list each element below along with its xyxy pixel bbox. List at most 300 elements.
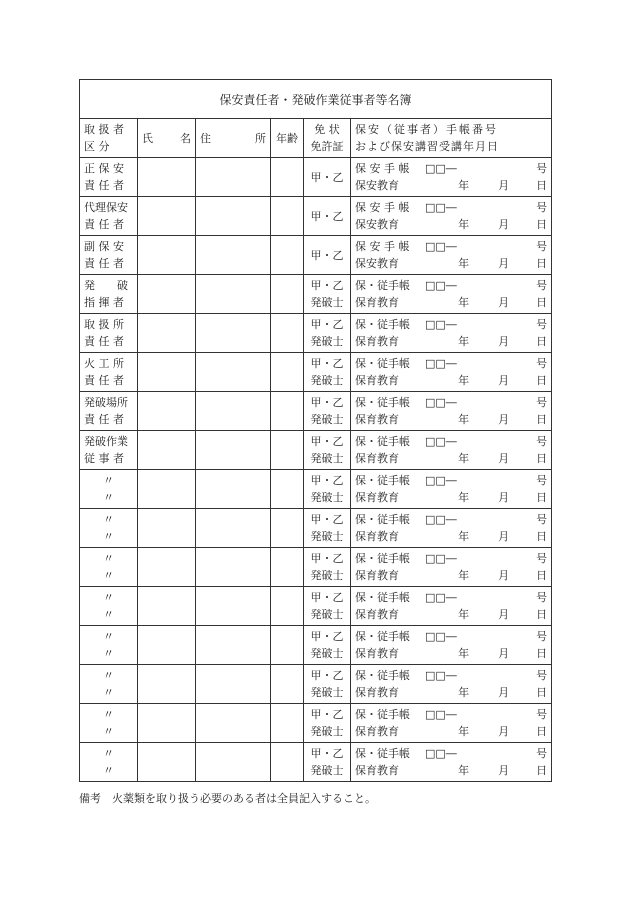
license-line2: 発破士: [310, 374, 344, 387]
address-cell[interactable]: [196, 314, 271, 353]
month-label: 月: [498, 569, 510, 582]
header-category-line1: 取 扱 者: [84, 123, 124, 136]
year-label: 年: [458, 608, 470, 621]
notebook-number-boxes: □□―: [425, 513, 457, 526]
day-label: 日: [536, 686, 548, 699]
notebook-number-boxes: □□―: [425, 162, 457, 175]
age-cell[interactable]: [271, 197, 304, 236]
number-unit: 号: [536, 474, 548, 487]
age-cell[interactable]: [271, 353, 304, 392]
month-label: 月: [498, 725, 510, 738]
license-cell: [304, 665, 351, 704]
age-cell[interactable]: [271, 665, 304, 704]
category-line2: 〃: [103, 569, 114, 582]
age-cell[interactable]: [271, 431, 304, 470]
notebook-number-boxes: □□―: [425, 318, 457, 331]
license-line1: 甲・乙: [310, 474, 344, 487]
day-label: 日: [536, 257, 548, 270]
license-line2: 発破士: [310, 608, 344, 621]
notebook-number-boxes: □□―: [425, 240, 457, 253]
course-type: 保安教育: [355, 257, 399, 270]
category-line1: 発 破: [84, 279, 128, 292]
month-label: 月: [498, 413, 510, 426]
number-unit: 号: [536, 279, 548, 292]
license-cell: [304, 197, 351, 236]
license-line1: 甲・乙: [310, 591, 344, 604]
course-type: 保安教育: [355, 218, 399, 231]
category-cell: [80, 392, 138, 431]
notebook-cell: [351, 743, 552, 782]
name-cell[interactable]: [138, 314, 196, 353]
number-unit: 号: [536, 435, 548, 448]
category-line2: 〃: [103, 686, 114, 699]
notebook-number-boxes: □□―: [425, 435, 457, 448]
number-unit: 号: [536, 513, 548, 526]
notebook-type: 保・従手帳: [355, 708, 410, 721]
roster-row: [80, 665, 552, 704]
roster-row: [80, 314, 552, 353]
header-license-line2: 免許証: [310, 140, 344, 153]
license-line2: 発破士: [310, 296, 344, 309]
category-line1: 〃: [103, 474, 114, 487]
notebook-type: 保 安 手 帳: [355, 201, 410, 214]
age-cell[interactable]: [271, 236, 304, 275]
name-cell[interactable]: [138, 353, 196, 392]
notebook-cell: [351, 626, 552, 665]
age-cell[interactable]: [271, 158, 304, 197]
roster-row: [80, 236, 552, 275]
number-unit: 号: [536, 552, 548, 565]
year-label: 年: [458, 725, 470, 738]
notebook-type: 保・従手帳: [355, 552, 410, 565]
course-type: 保育教育: [355, 413, 399, 426]
license-cell: [304, 275, 351, 314]
roster-row: [80, 743, 552, 782]
month-label: 月: [498, 179, 510, 192]
day-label: 日: [536, 725, 548, 738]
category-line2: 責 任 者: [84, 257, 124, 270]
notebook-cell: [351, 392, 552, 431]
age-cell[interactable]: [271, 470, 304, 509]
age-cell[interactable]: [271, 704, 304, 743]
category-line2: 責 任 者: [84, 335, 124, 348]
month-label: 月: [498, 452, 510, 465]
notebook-number-boxes: □□―: [425, 279, 457, 292]
roster-row: [80, 431, 552, 470]
notebook-number-boxes: □□―: [425, 201, 457, 214]
notebook-cell: [351, 275, 552, 314]
notebook-type: 保・従手帳: [355, 318, 410, 331]
day-label: 日: [536, 608, 548, 621]
course-type: 保育教育: [355, 530, 399, 543]
license-cell: [304, 704, 351, 743]
license-line2: 発破士: [310, 686, 344, 699]
notebook-cell: [351, 314, 552, 353]
license-line2: 発破士: [310, 452, 344, 465]
header-license-line1: 免 状: [314, 123, 340, 136]
notebook-cell: [351, 158, 552, 197]
notebook-cell: [351, 548, 552, 587]
license-line1: 甲・乙: [310, 435, 344, 448]
age-cell[interactable]: [271, 392, 304, 431]
address-cell[interactable]: [196, 392, 271, 431]
age-cell[interactable]: [271, 626, 304, 665]
notebook-cell: [351, 470, 552, 509]
address-cell[interactable]: [196, 470, 271, 509]
year-label: 年: [458, 179, 470, 192]
license-line1: 甲・乙: [310, 669, 344, 682]
address-cell[interactable]: [196, 275, 271, 314]
age-cell[interactable]: [271, 743, 304, 782]
form-title: 保安責任者・発破作業従事者等名簿: [80, 80, 552, 119]
category-cell: [80, 197, 138, 236]
address-cell[interactable]: [196, 665, 271, 704]
notebook-cell: [351, 509, 552, 548]
remarks-note: 備考 火薬類を取り扱う必要のある者は全員記入すること。: [79, 792, 376, 805]
name-cell[interactable]: [138, 392, 196, 431]
header-name-2: 名: [180, 132, 191, 145]
course-type: 保育教育: [355, 335, 399, 348]
age-cell[interactable]: [271, 509, 304, 548]
category-cell: [80, 236, 138, 275]
category-line1: 〃: [103, 708, 114, 721]
license-line1: 甲・乙: [310, 248, 344, 262]
category-line1: 発破作業: [84, 435, 128, 448]
name-cell[interactable]: [138, 197, 196, 236]
name-cell[interactable]: [138, 626, 196, 665]
roster-table: [79, 79, 552, 782]
category-line2: 責 任 者: [84, 374, 124, 387]
roster-row: [80, 470, 552, 509]
course-type: 保育教育: [355, 725, 399, 738]
category-line2: 〃: [103, 647, 114, 660]
notebook-type: 保・従手帳: [355, 630, 410, 643]
year-label: 年: [458, 686, 470, 699]
category-line1: 〃: [103, 669, 114, 682]
notebook-cell: [351, 587, 552, 626]
license-line2: 発破士: [310, 764, 344, 777]
category-cell: [80, 704, 138, 743]
month-label: 月: [498, 257, 510, 270]
notebook-type: 保 安 手 帳: [355, 240, 410, 253]
day-label: 日: [536, 218, 548, 231]
category-line1: 代理保安: [84, 201, 128, 214]
name-cell[interactable]: [138, 548, 196, 587]
notebook-cell: [351, 431, 552, 470]
license-line1: 甲・乙: [310, 318, 344, 331]
roster-row: [80, 704, 552, 743]
notebook-number-boxes: □□―: [425, 396, 457, 409]
year-label: 年: [458, 452, 470, 465]
category-line2: 責 任 者: [84, 179, 124, 192]
name-cell[interactable]: [138, 587, 196, 626]
age-cell[interactable]: [271, 275, 304, 314]
number-unit: 号: [536, 162, 548, 175]
category-line1: 正 保 安: [84, 162, 124, 175]
number-unit: 号: [536, 591, 548, 604]
number-unit: 号: [536, 396, 548, 409]
category-line1: 〃: [103, 630, 114, 643]
notebook-type: 保 安 手 帳: [355, 162, 410, 175]
month-label: 月: [498, 764, 510, 777]
notebook-type: 保・従手帳: [355, 435, 410, 448]
header-row: [80, 119, 552, 158]
year-label: 年: [458, 218, 470, 231]
license-line1: 甲・乙: [310, 708, 344, 721]
number-unit: 号: [536, 669, 548, 682]
category-cell: [80, 158, 138, 197]
age-cell[interactable]: [271, 314, 304, 353]
month-label: 月: [498, 218, 510, 231]
year-label: 年: [458, 335, 470, 348]
day-label: 日: [536, 647, 548, 660]
month-label: 月: [498, 296, 510, 309]
address-cell[interactable]: [196, 431, 271, 470]
address-cell[interactable]: [196, 353, 271, 392]
license-line1: 甲・乙: [310, 279, 344, 292]
address-cell[interactable]: [196, 704, 271, 743]
month-label: 月: [498, 530, 510, 543]
header-address-2: 所: [255, 132, 266, 145]
category-cell: [80, 743, 138, 782]
license-cell: [304, 314, 351, 353]
course-type: 保育教育: [355, 374, 399, 387]
license-line1: 甲・乙: [310, 357, 344, 370]
license-line2: 発破士: [310, 647, 344, 660]
license-cell: [304, 587, 351, 626]
notebook-number-boxes: □□―: [425, 630, 457, 643]
license-line2: 発破士: [310, 725, 344, 738]
category-cell: [80, 548, 138, 587]
day-label: 日: [536, 530, 548, 543]
notebook-cell: [351, 665, 552, 704]
category-cell: [80, 314, 138, 353]
header-address-1: 住: [200, 132, 211, 145]
name-cell[interactable]: [138, 275, 196, 314]
day-label: 日: [536, 491, 548, 504]
course-type: 保育教育: [355, 608, 399, 621]
notebook-type: 保・従手帳: [355, 357, 410, 370]
day-label: 日: [536, 452, 548, 465]
category-line2: 責 任 者: [84, 413, 124, 426]
notebook-type: 保・従手帳: [355, 474, 410, 487]
header-category-line2: 区 分: [84, 140, 110, 153]
notebook-cell: [351, 236, 552, 275]
license-cell: [304, 626, 351, 665]
course-type: 保育教育: [355, 452, 399, 465]
course-type: 保安教育: [355, 179, 399, 192]
notebook-cell: [351, 704, 552, 743]
roster-row: [80, 587, 552, 626]
category-line2: 責 任 者: [84, 218, 124, 231]
license-cell: [304, 236, 351, 275]
license-line1: 甲・乙: [310, 513, 344, 526]
license-line1: 甲・乙: [310, 552, 344, 565]
address-cell[interactable]: [196, 743, 271, 782]
day-label: 日: [536, 413, 548, 426]
category-line1: 〃: [103, 747, 114, 760]
number-unit: 号: [536, 201, 548, 214]
name-cell[interactable]: [138, 470, 196, 509]
number-unit: 号: [536, 240, 548, 253]
license-line1: 甲・乙: [310, 396, 344, 409]
month-label: 月: [498, 647, 510, 660]
category-line1: 〃: [103, 552, 114, 565]
license-line2: 発破士: [310, 530, 344, 543]
year-label: 年: [458, 647, 470, 660]
category-line2: 〃: [103, 608, 114, 621]
notebook-type: 保・従手帳: [355, 513, 410, 526]
license-cell: [304, 509, 351, 548]
header-notebook-line1: 保安（従事者）手帳番号: [355, 123, 498, 136]
day-label: 日: [536, 764, 548, 777]
license-cell: [304, 392, 351, 431]
day-label: 日: [536, 179, 548, 192]
course-type: 保育教育: [355, 569, 399, 582]
roster-row: [80, 197, 552, 236]
category-cell: [80, 587, 138, 626]
course-type: 保育教育: [355, 491, 399, 504]
license-cell: [304, 743, 351, 782]
category-line1: 〃: [103, 591, 114, 604]
address-cell[interactable]: [196, 509, 271, 548]
roster-row: [80, 275, 552, 314]
license-line2: 発破士: [310, 413, 344, 426]
header-age: 年齢: [271, 119, 304, 158]
number-unit: 号: [536, 747, 548, 760]
notebook-type: 保・従手帳: [355, 279, 410, 292]
number-unit: 号: [536, 318, 548, 331]
header-name-1: 氏: [142, 132, 153, 145]
address-cell[interactable]: [196, 587, 271, 626]
notebook-type: 保・従手帳: [355, 747, 410, 760]
category-line2: 従 事 者: [84, 452, 124, 465]
roster-row: [80, 353, 552, 392]
address-cell[interactable]: [196, 197, 271, 236]
header-category: [80, 119, 138, 158]
license-line2: 発破士: [310, 569, 344, 582]
header-notebook: [351, 119, 552, 158]
notebook-number-boxes: □□―: [425, 747, 457, 760]
age-cell[interactable]: [271, 587, 304, 626]
header-license: [304, 119, 351, 158]
license-line1: 甲・乙: [310, 630, 344, 643]
name-cell[interactable]: [138, 431, 196, 470]
year-label: 年: [458, 374, 470, 387]
roster-row: [80, 626, 552, 665]
notebook-number-boxes: □□―: [425, 669, 457, 682]
month-label: 月: [498, 491, 510, 504]
month-label: 月: [498, 608, 510, 621]
year-label: 年: [458, 296, 470, 309]
day-label: 日: [536, 335, 548, 348]
year-label: 年: [458, 530, 470, 543]
category-cell: [80, 431, 138, 470]
year-label: 年: [458, 491, 470, 504]
roster-row: [80, 158, 552, 197]
license-line2: 発破士: [310, 491, 344, 504]
age-cell[interactable]: [271, 548, 304, 587]
category-line1: 〃: [103, 513, 114, 526]
category-line2: 〃: [103, 764, 114, 777]
category-cell: [80, 470, 138, 509]
category-line1: 副 保 安: [84, 240, 124, 253]
header-notebook-line2: および保安講習受講年月日: [355, 140, 499, 153]
day-label: 日: [536, 569, 548, 582]
category-line2: 〃: [103, 491, 114, 504]
address-cell[interactable]: [196, 548, 271, 587]
course-type: 保育教育: [355, 296, 399, 309]
category-cell: [80, 275, 138, 314]
header-name: [138, 119, 196, 158]
notebook-number-boxes: □□―: [425, 474, 457, 487]
license-cell: [304, 353, 351, 392]
roster-row: [80, 548, 552, 587]
year-label: 年: [458, 257, 470, 270]
year-label: 年: [458, 569, 470, 582]
notebook-number-boxes: □□―: [425, 591, 457, 604]
category-line2: 〃: [103, 530, 114, 543]
day-label: 日: [536, 374, 548, 387]
notebook-number-boxes: □□―: [425, 357, 457, 370]
address-cell[interactable]: [196, 626, 271, 665]
notebook-number-boxes: □□―: [425, 552, 457, 565]
header-address: [196, 119, 271, 158]
notebook-number-boxes: □□―: [425, 708, 457, 721]
license-cell: [304, 158, 351, 197]
category-cell: [80, 353, 138, 392]
license-line1: 甲・乙: [310, 747, 344, 760]
license-cell: [304, 548, 351, 587]
license-cell: [304, 470, 351, 509]
notebook-cell: [351, 197, 552, 236]
course-type: 保育教育: [355, 647, 399, 660]
category-cell: [80, 626, 138, 665]
course-type: 保育教育: [355, 686, 399, 699]
address-cell[interactable]: [196, 158, 271, 197]
category-line1: 火 工 所: [84, 357, 124, 370]
name-cell[interactable]: [138, 158, 196, 197]
category-line2: 〃: [103, 725, 114, 738]
category-line2: 指 揮 者: [84, 296, 124, 309]
category-line1: 取 扱 所: [84, 318, 124, 331]
roster-row: [80, 392, 552, 431]
address-cell[interactable]: [196, 236, 271, 275]
category-cell: [80, 665, 138, 704]
year-label: 年: [458, 764, 470, 777]
license-line1: 甲・乙: [310, 209, 344, 223]
number-unit: 号: [536, 357, 548, 370]
course-type: 保育教育: [355, 764, 399, 777]
name-cell[interactable]: [138, 236, 196, 275]
number-unit: 号: [536, 708, 548, 721]
month-label: 月: [498, 686, 510, 699]
roster-row: [80, 509, 552, 548]
name-cell[interactable]: [138, 743, 196, 782]
license-line2: 発破士: [310, 335, 344, 348]
notebook-cell: [351, 353, 552, 392]
name-cell[interactable]: [138, 704, 196, 743]
year-label: 年: [458, 413, 470, 426]
name-cell[interactable]: [138, 665, 196, 704]
category-line1: 発破場所: [84, 396, 128, 409]
name-cell[interactable]: [138, 509, 196, 548]
month-label: 月: [498, 374, 510, 387]
license-cell: [304, 431, 351, 470]
number-unit: 号: [536, 630, 548, 643]
month-label: 月: [498, 335, 510, 348]
day-label: 日: [536, 296, 548, 309]
